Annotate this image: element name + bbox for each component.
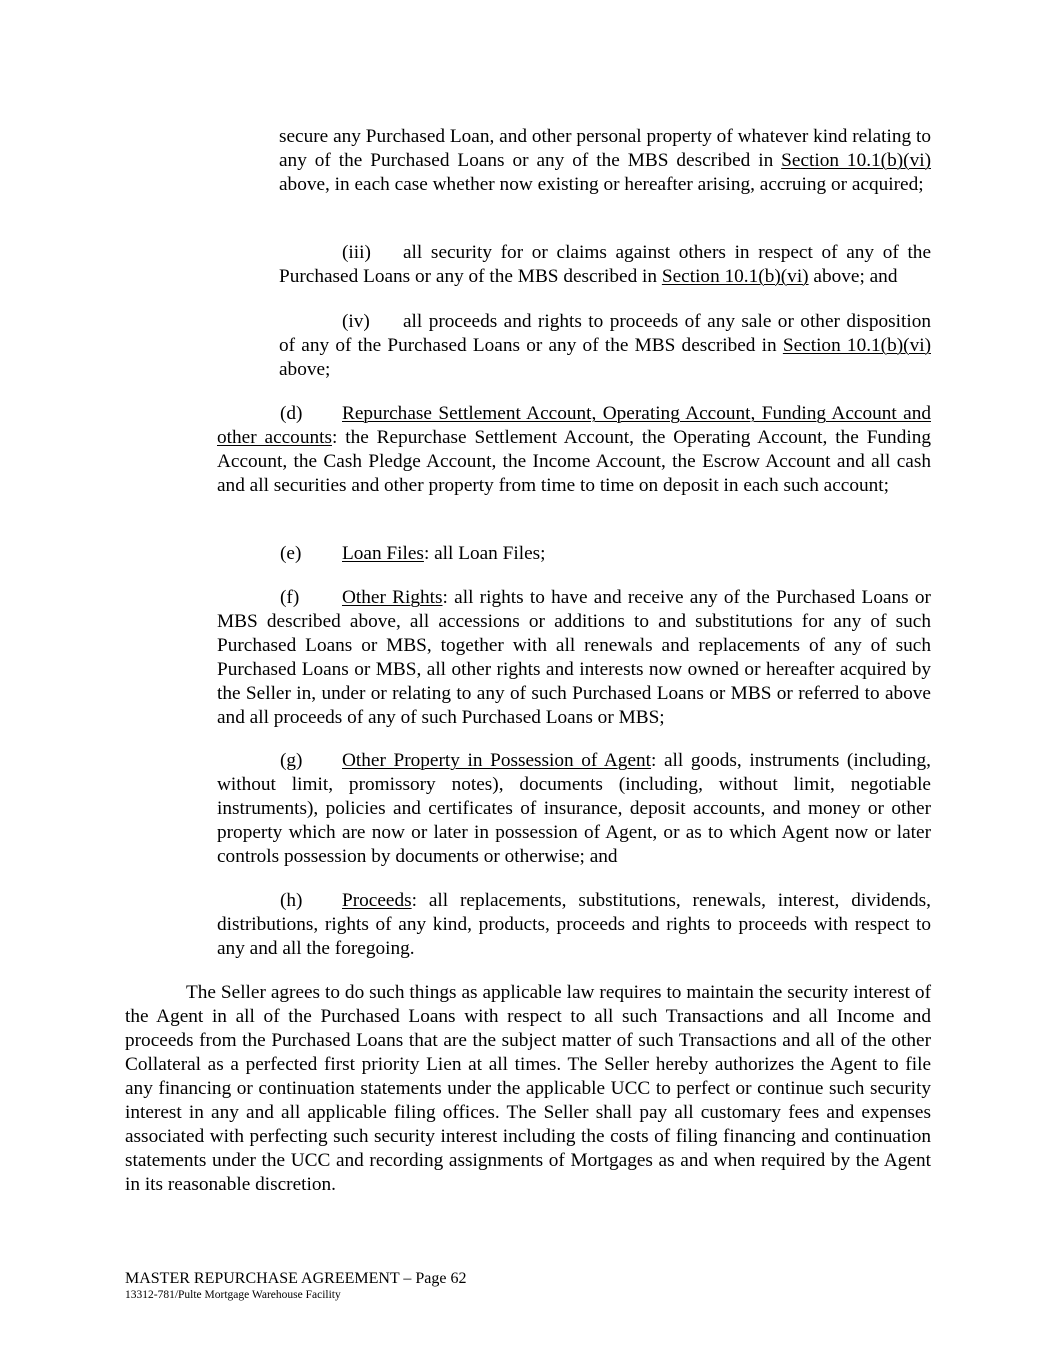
section-reference: Section 10.1(b)(vi): [782, 335, 931, 356]
section-reference: Section 10.1(b)(vi): [661, 266, 809, 287]
item-letter: (g): [280, 750, 303, 771]
paragraph-heading: Proceeds: [342, 890, 412, 911]
paragraph-text: The Seller agrees to do such things as applicable law requires to maintain the security interest of the Agent in all of the Purchased Loans with respect to all such Transactions and all Income and proceeds from the Purchased Loans that are the subject matter of such Transactions and all of the other Collateral as a perfected first priority Lien at all times. The Seller hereby authorizes the Agent to file any financing or continuation statements under the applicable UCC to perfect or continue such security interest in any and all applicable filing offices. The Seller shall pay all customary fees and expenses associated with perfecting such security interest including the costs of filing financing and continuation statements under the UCC and recording assignments of Mortgages as and when required by the Agent in its reasonable discretion.: [125, 982, 931, 1195]
paragraph-heading: Other Rights: [342, 587, 443, 608]
paragraph-text: : all Loan Files;: [423, 543, 546, 564]
paragraph-text: : all rights to have and receive any of the Purchased Loans or MBS described above, all accessions or additions to and substitutions for any of such Purchased Loans or MBS, together with all renewals and replacements of any of such Purchased Loans or MBS, all other rights and interests now owned or hereafter acquired by the Seller in, under or relating to any of such Purchased Loans or MBS or referred to above and all proceeds of any of such Purchased Loans or MBS;: [217, 587, 931, 728]
paragraph-seller-agreement: [125, 981, 931, 1197]
paragraph-iii: [279, 241, 931, 289]
item-number: (iii): [342, 242, 371, 263]
paragraph-heading: Other Property in Possession of Agent: [342, 750, 652, 771]
item-letter: (e): [280, 543, 302, 564]
item-letter: (d): [280, 403, 303, 424]
paragraph-d: [217, 402, 931, 498]
paragraph-text: : the Repurchase Settlement Account, the Operating Account, the Funding Account, the Cash Pledge Account, the Income Account, the Escrow Account and all cash and all securities and other property from time to time on deposit in each such account;: [217, 427, 931, 496]
paragraph-continuation: [279, 125, 931, 197]
paragraph-g: [217, 749, 931, 869]
paragraph-text: secure any Purchased Loan, and other personal property of whatever kind relating to any of the Purchased Loans or any of the MBS described in: [279, 126, 931, 171]
paragraph-text: : all goods, instruments (including, without limit, promissory notes), documents (including, without limit, negotiable instruments), policies and certificates of insurance, deposit accounts, and money or other property which are now or later in possession of Agent, or as to which Agent now or later controls possession by documents or otherwise; and: [217, 750, 931, 867]
footer-reference: 13312-781/Pulte Mortgage Warehouse Facility: [125, 1289, 341, 1301]
paragraph-text: : all replacements, substitutions, renewals, interest, dividends, distributions, rights of any kind, products, proceeds and rights to proceeds with respect to any and all the foregoing.: [217, 890, 931, 959]
item-letter: (f): [280, 587, 300, 608]
paragraph-f: [217, 586, 931, 730]
footer-title: MASTER REPURCHASE AGREEMENT – Page 62: [125, 1270, 467, 1287]
paragraph-text: all proceeds and rights to proceeds of any sale or other disposition of any of the Purchased Loans or any of the MBS described in: [279, 311, 931, 356]
item-letter: (h): [280, 890, 303, 911]
paragraph-text: above, in each case whether now existing or hereafter arising, accruing or acquired;: [279, 174, 924, 195]
paragraph-text: above; and: [808, 266, 898, 287]
item-number: (iv): [342, 311, 370, 332]
paragraph-e: [217, 542, 931, 566]
paragraph-h: [217, 889, 931, 961]
section-reference: Section 10.1(b)(vi): [781, 150, 931, 171]
paragraph-heading: Loan Files: [342, 543, 424, 564]
paragraph-text: above;: [279, 359, 331, 380]
paragraph-heading: Repurchase Settlement Account, Operating Account, Funding Account and other accounts: [217, 403, 931, 448]
paragraph-text: all security for or claims against others in respect of any of the Purchased Loans or any of the MBS described in: [279, 242, 931, 287]
page-footer: [125, 1269, 467, 1302]
paragraph-iv: [279, 310, 931, 382]
